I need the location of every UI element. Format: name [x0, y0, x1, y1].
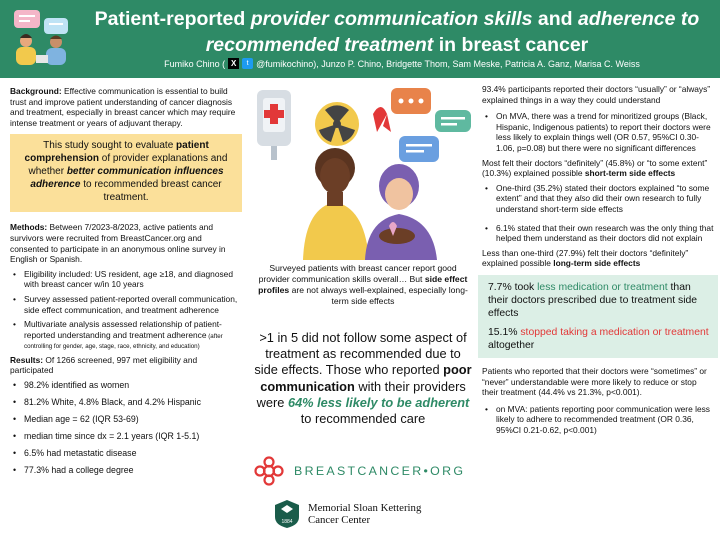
list-item: • Eligibility included: US resident, age ≥18, and diagnosed with breast cancer w/in 10 years [10, 269, 242, 290]
list-item: • 77.3% had a college degree [10, 465, 242, 476]
results-paragraph [10, 355, 242, 376]
box-b2: altogether [488, 339, 535, 351]
methods-list [10, 269, 242, 351]
author-line [0, 56, 720, 78]
title-part-5: in breast cancer [433, 34, 589, 56]
background-text: Effective communication is essential to build trust and improve patient understanding of cancer diagnosis and treatment, especially in breast cancer which may require intense treatment or years of adjuvant therapy. [10, 86, 236, 128]
results-label: Results: [10, 354, 44, 365]
aim-p4: better communication influences adherence [30, 165, 224, 190]
big-accent: 64% less likely to be adherent [287, 394, 470, 410]
list-item [482, 183, 714, 215]
twitter-icon[interactable]: t [242, 58, 253, 69]
list-item: • 6.1% stated that their own research was the only thing that helped them understand as their doctors did not explain [482, 223, 714, 244]
poster-title [92, 6, 702, 58]
breastcancer-flower-icon [254, 456, 284, 486]
breastcancer-org-logo [254, 455, 476, 487]
right-intro: 93.4% participants reported their doctors “usually” or “always” explained things in a way they could understand [482, 84, 711, 105]
list-item: • 6.5% had metastatic disease [10, 448, 242, 459]
aim-p1: This study sought to evaluate [43, 140, 177, 152]
long-term-paragraph [482, 248, 714, 269]
long-term-bold: long-term side effects [553, 258, 641, 269]
msk-logo [274, 496, 474, 532]
title-part-3: and [532, 8, 578, 30]
box-b-red: stopped taking a medication or treatment [520, 326, 709, 338]
big-1: >1 in 5 did not follow some aspect of treatment as recommended due to side effects. Those who reported [254, 330, 467, 378]
key-finding [252, 330, 474, 427]
mva-list [482, 111, 714, 153]
short-term-paragraph [482, 158, 714, 179]
x-icon[interactable]: X [228, 58, 239, 69]
msk-badge-year: 1884 [281, 519, 293, 525]
box-a1: 7.7% took [488, 281, 538, 293]
right-column [482, 84, 714, 439]
less-medication-line [488, 281, 712, 321]
short-term-list [482, 183, 714, 244]
aim-p3: of provider explanations and whether [28, 153, 228, 177]
authors-before: Fumiko Chino ( [164, 58, 226, 69]
header-banner [0, 0, 720, 78]
msk-badge-icon [274, 499, 300, 529]
poor-comm-list [482, 404, 714, 436]
list-item: • On MVA, there was a trend for minoritized groups (Black, Hispanic, Indigenous patients) to report their doctors were less likely to explain things well (OR 0.57, 95%CI 0.30-1.06, p=0.08) but there were no significant differences [482, 111, 714, 153]
mva-bullet-small: (after controlling for gender, age, stage, race, ethnicity, and education) [24, 332, 223, 351]
methods-paragraph [10, 222, 242, 264]
breastcancer-org-text: BREASTCANCER•ORG [294, 464, 466, 478]
short-term-1: Most felt their doctors “definitely” (45.8%) or “to some extent” (10.3%) explained possible [482, 157, 708, 179]
box-a2: than their doctors prescribed due to treatment side effects [488, 281, 698, 320]
list-item: • Median age = 62 (IQR 53-69) [10, 414, 242, 425]
list-item: • 98.2% identified as women [10, 380, 242, 391]
big-2: with their providers were [256, 378, 466, 410]
one-third-italic: also [574, 193, 591, 204]
background-paragraph [10, 86, 242, 128]
methods-text: Between 7/2023-8/2023, active patients and survivors were recruited from BreastCancer.org and consented to participate in an anonymous online survey in English or Spanish. [10, 222, 226, 265]
list-item: • median time since dx = 2.1 years (IQR 1-5.1) [10, 431, 242, 442]
results-list [10, 380, 242, 476]
adherence-box [478, 275, 718, 358]
list-item: • on MVA: patients reporting poor communication were less likely to adhere to recommended treatment (OR 0.36, 95%CI 0.21-0.62, p<0.001) [482, 404, 714, 436]
caption-bold: side effect profiles [258, 274, 468, 295]
results-text: Of 1266 screened, 997 met eligibility and participated [10, 354, 198, 376]
long-term-1: Less than one-third (27.9%) felt their doctors “definitely” explained possible [482, 247, 689, 269]
msk-text [308, 502, 421, 526]
aim-p2: patient comprehension [24, 140, 209, 165]
title-part-4: adherence to recommended treatment [205, 8, 700, 56]
methods-label: Methods: [10, 222, 48, 233]
patients-illustration [249, 80, 477, 260]
background-label: Background: [10, 86, 62, 96]
big-bold: poor communication [260, 362, 472, 394]
middle-caption [256, 263, 470, 307]
box-a-teal: less medication or treatment [537, 281, 668, 293]
list-item: • 81.2% White, 4.8% Black, and 4.2% Hispanic [10, 397, 242, 408]
title-part-2: provider communication skills [250, 8, 533, 30]
left-column [10, 80, 242, 482]
msk-line-1: Memorial Sloan Kettering [308, 502, 422, 514]
box-b1: 15.1% [488, 326, 521, 338]
caption-1: Surveyed patients with breast cancer report good provider communication skills overall… But [258, 263, 457, 284]
aim-p5: to recommended breast cancer treatment. [80, 178, 222, 203]
big-3: to recommended care [300, 411, 426, 427]
one-third-1: One-third (35.2%) stated their doctors explained “to some extent” and that they [496, 182, 710, 204]
caption-2: are not always well-explained, especially long-term side effects [289, 285, 468, 306]
list-item [10, 319, 242, 351]
mva-bullet-main: Multivariate analysis assessed relationship of patient-reported understanding and treatment adherence [24, 319, 222, 340]
title-part-1: Patient-reported [94, 8, 251, 30]
list-item: • Survey assessed patient-reported overall communication, side effect communication, and treatment adherence [10, 294, 242, 315]
short-term-bold: short-term side effects [584, 168, 676, 179]
msk-line-2: Cancer Center [308, 514, 371, 526]
aim-box [10, 134, 242, 212]
one-third-2: did their own research to fully understand short-term side effects [496, 193, 702, 214]
stopped-line [488, 326, 712, 352]
authors-after: @fumikochino), Junzo P. Chino, Bridgette Thom, Sam Meske, Patricia A. Ganz, Marisa C. Weiss [256, 58, 640, 69]
poor-comm-paragraph: Patients who reported that their doctors were “sometimes” or “never” understandable were more likely to reduce or stop their treatment (44.4% vs 21.3%, p<0.001). [482, 365, 707, 398]
